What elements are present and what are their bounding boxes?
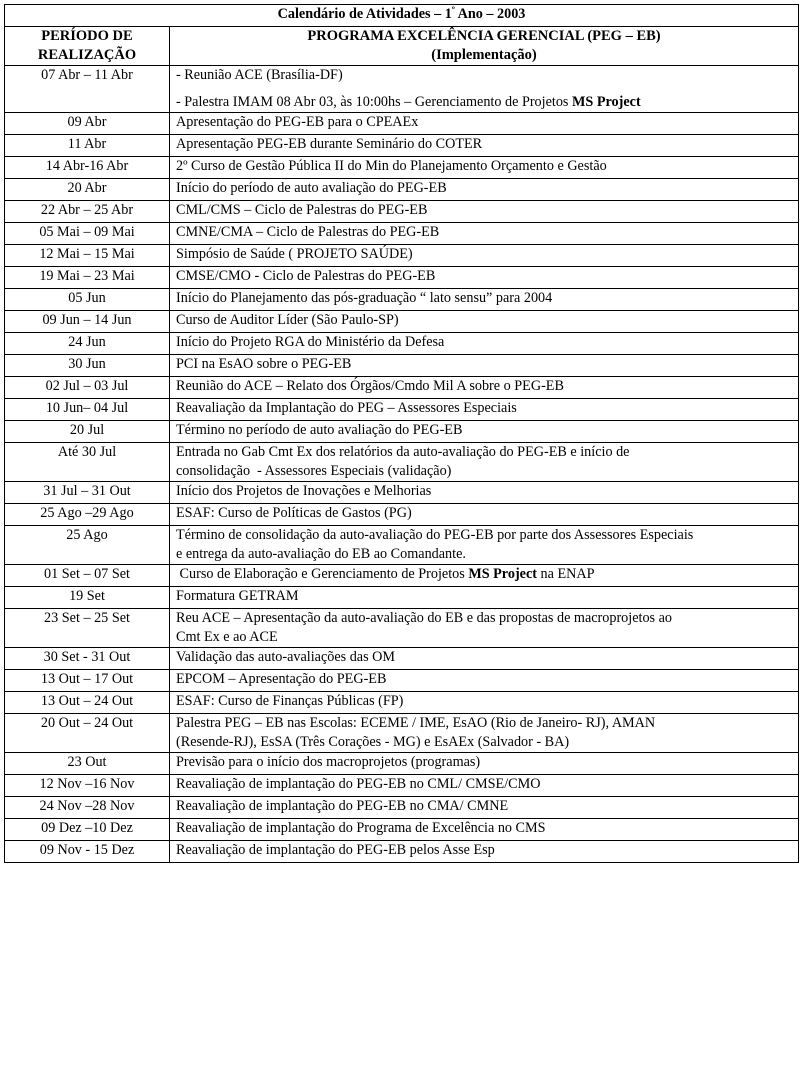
activity-cell: [170, 819, 799, 841]
table-row: [5, 753, 799, 775]
activity-text: Reu ACE – Apresentação da auto-avaliação do EB e das propostas de macroprojetos ao: [176, 610, 673, 626]
activity-line: [176, 311, 792, 330]
activity-cell: [170, 753, 799, 775]
activity-line: [176, 377, 792, 396]
table-row: [5, 587, 799, 609]
period-cell: 20 Abr: [5, 179, 170, 201]
activity-cell: [170, 267, 799, 289]
period-header-line2: REALIZAÇÃO: [37, 47, 137, 63]
period-cell: 11 Abr: [5, 135, 170, 157]
activity-line: [176, 267, 792, 286]
activity-text: Apresentação do PEG-EB para o CPEAEx: [176, 114, 419, 130]
table-row: [5, 399, 799, 421]
activity-text: ESAF: Curso de Políticas de Gastos (PG): [176, 505, 412, 521]
activity-cell: [170, 421, 799, 443]
activity-line: [176, 545, 792, 564]
table-row: [5, 179, 799, 201]
activity-cell: [170, 443, 799, 482]
period-cell: 30 Jun: [5, 355, 170, 377]
activity-text: Término de consolidação da auto-avaliação do PEG-EB por parte dos Assessores Especiais: [176, 527, 694, 543]
period-cell: 20 Jul: [5, 421, 170, 443]
activity-line: [176, 587, 792, 606]
activity-line: [176, 733, 792, 752]
period-cell: 05 Mai – 09 Mai: [5, 223, 170, 245]
program-column-header: [170, 27, 799, 66]
table-row: [5, 289, 799, 311]
activity-cell: [170, 289, 799, 311]
activity-cell: [170, 201, 799, 223]
period-cell: 19 Mai – 23 Mai: [5, 267, 170, 289]
activity-cell: [170, 565, 799, 587]
activity-text: Reavaliação de implantação do Programa de Excelência no CMS: [176, 820, 546, 836]
activity-cell: [170, 504, 799, 526]
activity-text: 2º Curso de Gestão Pública II do Min do Planejamento Orçamento e Gestão: [176, 158, 607, 174]
activity-cell: [170, 157, 799, 179]
table-row: [5, 267, 799, 289]
period-cell: 20 Out – 24 Out: [5, 714, 170, 753]
activity-line: [176, 482, 792, 501]
activity-line: [176, 565, 792, 584]
period-cell: 24 Jun: [5, 333, 170, 355]
table-row: [5, 841, 799, 863]
table-row: [5, 135, 799, 157]
table-row: [5, 245, 799, 267]
table-row: [5, 333, 799, 355]
activity-line: [176, 462, 792, 481]
activity-line: [176, 670, 792, 689]
activity-line: [176, 113, 792, 132]
activity-text: Reavaliação de implantação do PEG-EB pelos Asse Esp: [176, 842, 495, 858]
period-cell: 30 Set - 31 Out: [5, 648, 170, 670]
period-cell: 09 Jun – 14 Jun: [5, 311, 170, 333]
activity-cell: [170, 692, 799, 714]
activity-text: Apresentação PEG-EB durante Seminário do COTER: [176, 136, 483, 152]
period-cell: 13 Out – 17 Out: [5, 670, 170, 692]
activity-line: [176, 421, 792, 440]
activity-line: [176, 609, 792, 628]
activity-line: [176, 753, 792, 772]
activity-line: [176, 797, 792, 816]
activity-text: Curso de Elaboração e Gerenciamento de Projetos: [176, 566, 469, 582]
ordinal-superscript: º: [451, 4, 455, 15]
activity-line: [176, 628, 792, 647]
activity-cell: [170, 841, 799, 863]
period-cell: 01 Set – 07 Set: [5, 565, 170, 587]
table-row: [5, 443, 799, 482]
period-cell: 02 Jul – 03 Jul: [5, 377, 170, 399]
period-cell: 25 Ago: [5, 526, 170, 565]
activity-cell: [170, 609, 799, 648]
activity-text: Início dos Projetos de Inovações e Melhorias: [176, 483, 432, 499]
activity-line: [176, 692, 792, 711]
activity-line: [176, 179, 792, 198]
activity-line: [176, 648, 792, 667]
activity-line: [176, 223, 792, 242]
activity-cell: [170, 377, 799, 399]
table-row: [5, 355, 799, 377]
activity-text: - Reunião ACE (Brasília-DF): [176, 67, 343, 83]
activity-cell: [170, 399, 799, 421]
activity-cell: [170, 135, 799, 157]
activity-line: [176, 775, 792, 794]
activity-line: [176, 135, 792, 154]
period-cell: 13 Out – 24 Out: [5, 692, 170, 714]
table-row: [5, 797, 799, 819]
activity-text: Reavaliação da Implantação do PEG – Assessores Especiais: [176, 400, 517, 416]
activity-cell: [170, 113, 799, 135]
activity-line: [176, 443, 792, 462]
period-cell: 12 Nov –16 Nov: [5, 775, 170, 797]
activity-text: CMSE/CMO - Ciclo de Palestras do PEG-EB: [176, 268, 436, 284]
activity-text: Simpósio de Saúde ( PROJETO SAÚDE): [176, 246, 413, 262]
activity-line: [176, 333, 792, 352]
table-row: [5, 526, 799, 565]
activity-text: Palestra PEG – EB nas Escolas: ECEME / IME, EsAO (Rio de Janeiro- RJ), AMAN: [176, 715, 656, 731]
activity-cell: [170, 66, 799, 113]
activity-text: Início do período de auto avaliação do PEG-EB: [176, 180, 447, 196]
activity-line: [176, 841, 792, 860]
activity-text: Início do Planejamento das pós-graduação “ lato sensu” para 2004: [176, 290, 553, 306]
table-row: [5, 714, 799, 753]
table-row: [5, 377, 799, 399]
activity-text: Reavaliação de implantação do PEG-EB no CML/ CMSE/CMO: [176, 776, 541, 792]
table-row: [5, 504, 799, 526]
calendar-body: [5, 66, 799, 863]
period-cell: 10 Jun– 04 Jul: [5, 399, 170, 421]
activity-text: Formatura GETRAM: [176, 588, 299, 604]
activity-line: [176, 504, 792, 523]
activity-cell: [170, 223, 799, 245]
activity-cell: [170, 179, 799, 201]
activity-cell: [170, 311, 799, 333]
period-cell: 14 Abr-16 Abr: [5, 157, 170, 179]
table-row: [5, 311, 799, 333]
activity-cell: [170, 482, 799, 504]
activity-text: Curso de Auditor Líder (São Paulo-SP): [176, 312, 399, 328]
period-column-header: [5, 27, 170, 66]
activity-cell: [170, 245, 799, 267]
activity-text: Cmt Ex e ao ACE: [176, 629, 278, 645]
activity-text: Entrada no Gab Cmt Ex dos relatórios da auto-avaliação do PEG-EB e início de: [176, 444, 630, 460]
period-header-line1: PERÍODO DE: [41, 28, 133, 44]
program-header-line1: PROGRAMA EXCELÊNCIA GERENCIAL (PEG – EB): [307, 28, 661, 44]
table-row: [5, 421, 799, 443]
activity-line: [176, 245, 792, 264]
table-row: [5, 609, 799, 648]
bold-text: MS Project: [572, 94, 641, 110]
table-row: [5, 66, 799, 113]
table-row: [5, 565, 799, 587]
table-row: [5, 670, 799, 692]
activity-text: PCI na EsAO sobre o PEG-EB: [176, 356, 352, 372]
activity-cell: [170, 526, 799, 565]
table-row: [5, 775, 799, 797]
period-cell: 19 Set: [5, 587, 170, 609]
table-row: [5, 157, 799, 179]
activity-text: Previsão para o início dos macroprojetos (programas): [176, 754, 481, 770]
activity-text: Término no período de auto avaliação do PEG-EB: [176, 422, 463, 438]
activity-text: Reavaliação de implantação do PEG-EB no CMA/ CMNE: [176, 798, 509, 814]
activity-text: CML/CMS – Ciclo de Palestras do PEG-EB: [176, 202, 428, 218]
activity-line: [176, 714, 792, 733]
header-row: [5, 27, 799, 66]
activity-line: [176, 355, 792, 374]
line-gap: [176, 85, 792, 93]
activity-text: Validação das auto-avaliações das OM: [176, 649, 396, 665]
table-row: [5, 648, 799, 670]
table-row: [5, 201, 799, 223]
period-cell: 12 Mai – 15 Mai: [5, 245, 170, 267]
activity-line: [176, 201, 792, 220]
period-cell: 09 Nov - 15 Dez: [5, 841, 170, 863]
activity-calendar-table: [4, 4, 799, 863]
activity-text: - Palestra IMAM 08 Abr 03, às 10:00hs – Gerenciamento de Projetos: [176, 94, 572, 110]
period-cell: 25 Ago –29 Ago: [5, 504, 170, 526]
activity-line: [176, 93, 792, 112]
program-header-line2: (Implementação): [431, 47, 537, 63]
table-row: [5, 223, 799, 245]
activity-text: (Resende-RJ), EsSA (Três Corações - MG) e EsAEx (Salvador - BA): [176, 734, 570, 750]
activity-line: [176, 819, 792, 838]
activity-text: Reunião do ACE – Relato dos Órgãos/Cmdo Mil A sobre o PEG-EB: [176, 378, 564, 394]
activity-cell: [170, 648, 799, 670]
activity-line: [176, 289, 792, 308]
table-row: [5, 482, 799, 504]
period-cell: 22 Abr – 25 Abr: [5, 201, 170, 223]
activity-text: na ENAP: [537, 566, 595, 582]
activity-cell: [170, 587, 799, 609]
activity-text: e entrega da auto-avaliação do EB ao Comandante.: [176, 546, 466, 562]
activity-text: Início do Projeto RGA do Ministério da Defesa: [176, 334, 445, 350]
period-cell: Até 30 Jul: [5, 443, 170, 482]
period-cell: 23 Set – 25 Set: [5, 609, 170, 648]
activity-line: [176, 526, 792, 545]
activity-text: EPCOM – Apresentação do PEG-EB: [176, 671, 387, 687]
table-row: [5, 113, 799, 135]
period-cell: 09 Dez –10 Dez: [5, 819, 170, 841]
activity-cell: [170, 775, 799, 797]
activity-text: CMNE/CMA – Ciclo de Palestras do PEG-EB: [176, 224, 440, 240]
activity-cell: [170, 355, 799, 377]
activity-line: [176, 157, 792, 176]
period-cell: 23 Out: [5, 753, 170, 775]
table-row: [5, 692, 799, 714]
activity-text: ESAF: Curso de Finanças Públicas (FP): [176, 693, 404, 709]
period-cell: 24 Nov –28 Nov: [5, 797, 170, 819]
title-row: [5, 5, 799, 27]
period-cell: 09 Abr: [5, 113, 170, 135]
activity-line: [176, 399, 792, 418]
activity-text: consolidação - Assessores Especiais (validação): [176, 463, 452, 479]
period-cell: 31 Jul – 31 Out: [5, 482, 170, 504]
period-cell: 05 Jun: [5, 289, 170, 311]
bold-text: MS Project: [468, 566, 537, 582]
table-row: [5, 819, 799, 841]
period-cell: 07 Abr – 11 Abr: [5, 66, 170, 113]
calendar-title: Calendário de Atividades – $1^º$ Ano – 2003: [5, 5, 799, 27]
activity-cell: [170, 670, 799, 692]
activity-cell: [170, 797, 799, 819]
activity-line: [176, 66, 792, 85]
activity-cell: [170, 714, 799, 753]
activity-cell: [170, 333, 799, 355]
